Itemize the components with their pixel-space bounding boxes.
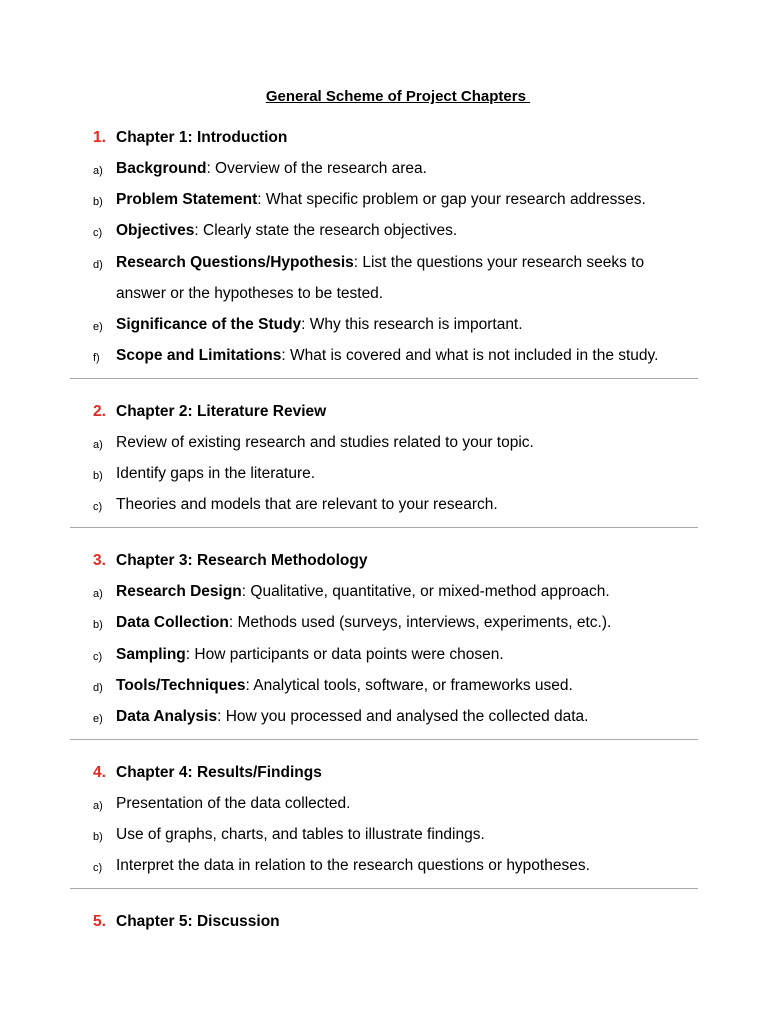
item-letter: c) [93,501,103,513]
item-letter: a) [93,588,103,600]
item-description: : Analytical tools, software, or frameworks used. [245,677,573,694]
chapter-heading [93,552,368,570]
item-text [116,222,457,240]
item-letter: b) [93,831,103,843]
chapter-title: Chapter 4: Results/Findings [116,764,322,781]
item-description: : What is covered and what is not included in the study. [281,347,659,364]
item-text [116,347,658,365]
chapter-title: Chapter 5: Discussion [116,913,280,930]
item-term: Tools/Techniques [116,677,246,694]
item-letter: c) [93,862,103,874]
chapter-number: 5. [93,913,106,930]
item-letter: c) [93,651,103,663]
chapter-title: Chapter 1: Introduction [116,129,288,146]
item-letter: a) [93,439,103,451]
chapter-title: Chapter 2: Literature Review [116,403,327,420]
item-text [116,191,646,209]
item-letter: d) [93,259,103,271]
chapter-title: Chapter 3: Research Methodology [116,552,368,569]
item-letter: b) [93,470,103,482]
item-text [116,708,588,726]
item-letter: e) [93,713,103,725]
item-term: Problem Statement [116,191,258,208]
section-divider [70,888,698,889]
item-text [116,677,573,695]
item-description: : Methods used (surveys, interviews, experiments, etc.). [228,614,612,631]
item-text: Presentation of the data collected. [116,795,351,812]
chapter-number: 2. [93,403,106,420]
item-term: Significance of the Study [116,316,302,333]
item-term: Scope and Limitations [116,347,282,364]
item-term: Objectives [116,222,195,239]
section-divider [70,378,698,379]
item-letter: c) [93,227,103,239]
item-description: : Overview of the research area. [206,160,427,177]
item-text [116,614,611,632]
item-letter: b) [93,196,103,208]
item-text: Theories and models that are relevant to your research. [116,496,498,513]
item-text [116,646,504,664]
chapter-number: 3. [93,552,106,569]
item-text [116,254,644,272]
item-letter: a) [93,165,103,177]
item-letter: b) [93,619,103,631]
item-letter: a) [93,800,103,812]
item-letter: d) [93,682,103,694]
item-term: Background [116,160,207,177]
document-title: General Scheme of Project Chapters [265,88,531,105]
item-term: Sampling [116,646,186,663]
chapter-heading [93,764,322,782]
item-term: Data Analysis [116,708,218,725]
chapter-heading [93,129,287,147]
item-description: : How participants or data points were chosen. [185,646,504,663]
item-description: : Why this research is important. [301,316,523,333]
item-description: : Qualitative, quantitative, or mixed-method approach. [241,583,610,600]
item-description: : How you processed and analysed the collected data. [217,708,589,725]
chapter-number: 1. [93,129,106,146]
item-term: Research Questions/Hypothesis [116,254,354,271]
item-text: Identify gaps in the literature. [116,465,316,482]
chapter-heading [93,403,326,421]
item-description: : List the questions your research seeks to [353,254,645,271]
item-text: Use of graphs, charts, and tables to illustrate findings. [116,826,485,843]
section-divider [70,527,698,528]
item-description: : What specific problem or gap your research addresses. [257,191,646,208]
item-text: Interpret the data in relation to the research questions or hypotheses. [116,857,590,874]
item-continuation-text: answer or the hypotheses to be tested. [116,285,384,302]
item-description: : Clearly state the research objectives. [194,222,458,239]
chapter-heading [93,913,280,931]
section-divider [70,739,698,740]
item-term: Data Collection [116,614,229,631]
item-text [116,316,523,334]
item-text [116,583,610,601]
item-letter: e) [93,321,103,333]
item-letter: f) [93,352,100,364]
item-text [116,160,427,178]
item-text: Review of existing research and studies related to your topic. [116,434,534,451]
item-term: Research Design [116,583,242,600]
chapter-number: 4. [93,764,106,781]
